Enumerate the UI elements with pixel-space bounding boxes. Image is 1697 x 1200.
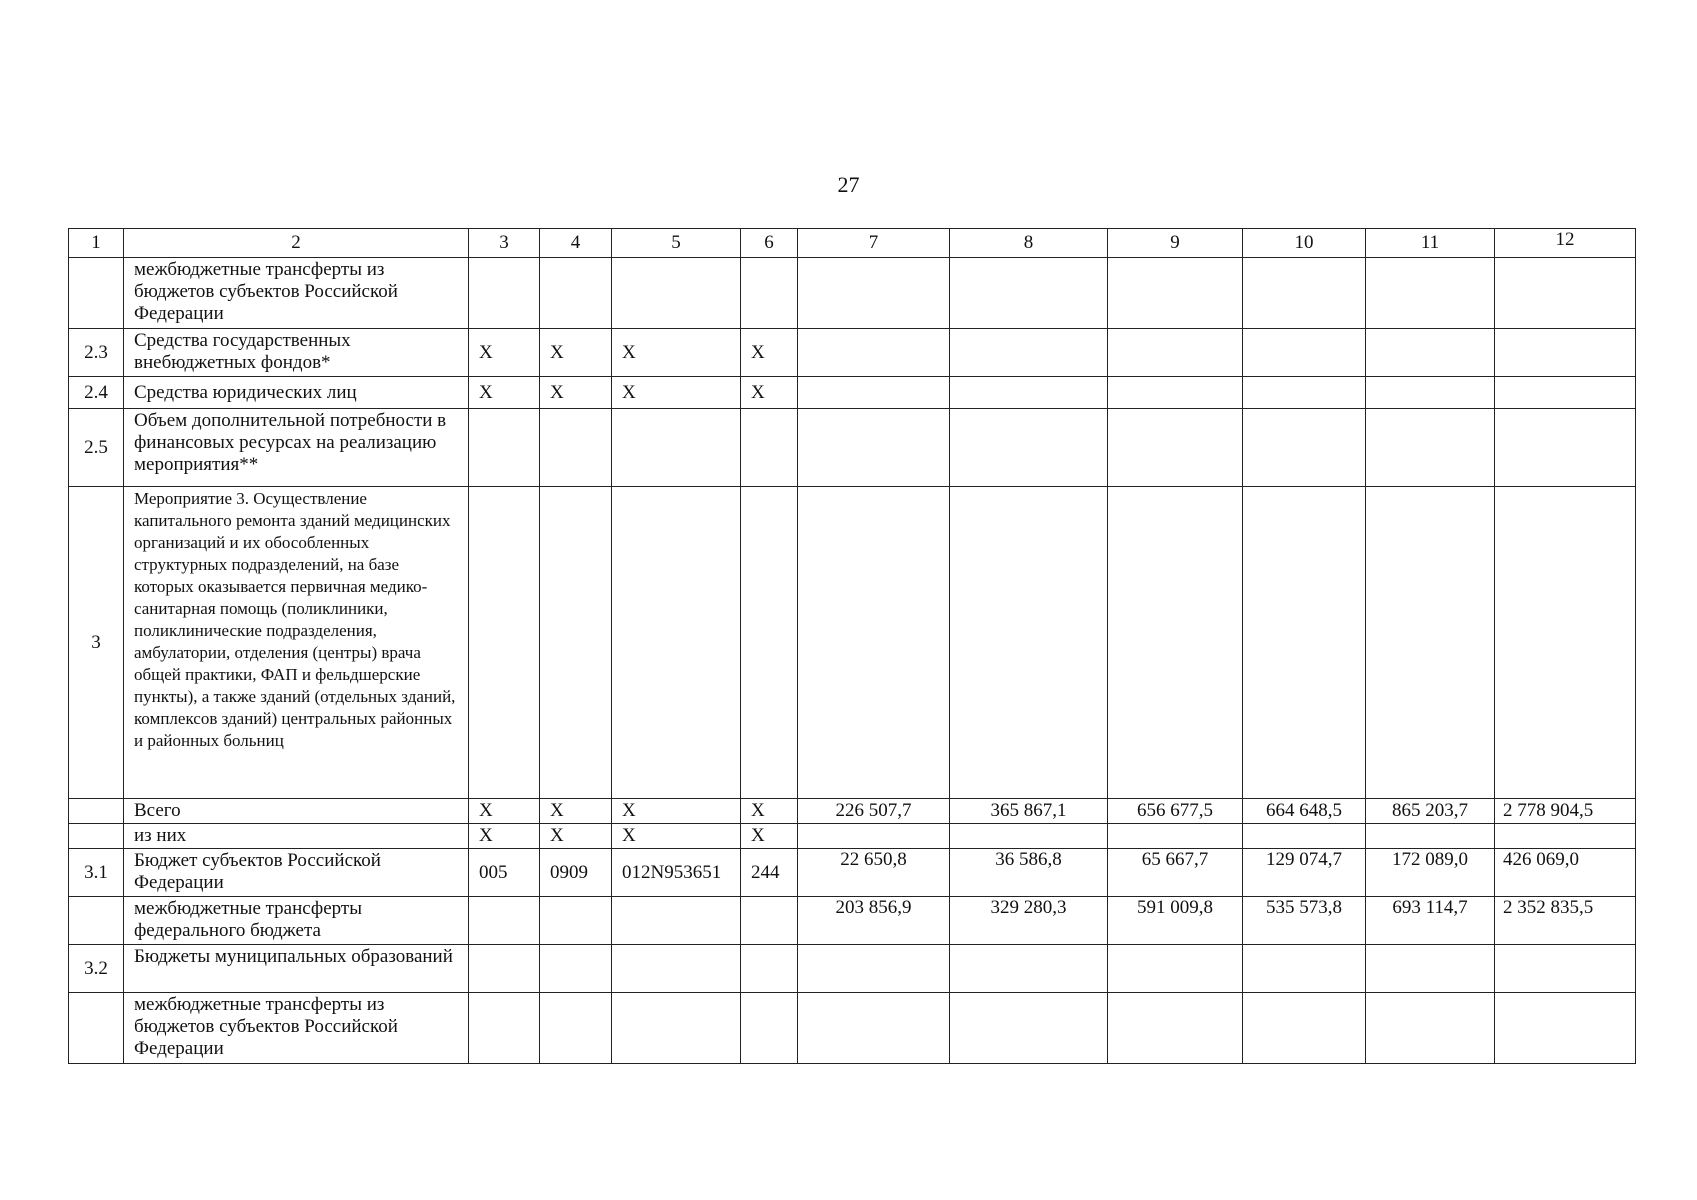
- value-cell: [1108, 487, 1243, 799]
- value-cell: [1243, 993, 1366, 1064]
- row-number: 3.2: [69, 945, 124, 993]
- value-cell: [798, 258, 950, 329]
- value-cell: 426 069,0: [1495, 849, 1636, 897]
- value-cell: [1495, 824, 1636, 849]
- row-number: [69, 993, 124, 1064]
- kbk-ministry: X: [469, 377, 540, 409]
- header-cell: 12: [1495, 229, 1636, 258]
- row-number: 2.4: [69, 377, 124, 409]
- value-cell: 2 778 904,5: [1495, 799, 1636, 824]
- value-cell: [1108, 258, 1243, 329]
- kbk-ministry: 005: [469, 849, 540, 897]
- kbk-section: X: [540, 824, 612, 849]
- value-cell: 36 586,8: [950, 849, 1108, 897]
- page-number: 27: [837, 172, 860, 197]
- value-cell: [1243, 409, 1366, 487]
- value-cell: [1366, 824, 1495, 849]
- kbk-expense-type: 244: [741, 849, 798, 897]
- row-description: Средства государственных внебюджетных фондов*: [124, 329, 469, 377]
- kbk-target: [612, 409, 741, 487]
- kbk-section: [540, 487, 612, 799]
- kbk-section: [540, 258, 612, 329]
- kbk-section: [540, 993, 612, 1064]
- value-cell: [1495, 945, 1636, 993]
- value-cell: 226 507,7: [798, 799, 950, 824]
- kbk-expense-type: [741, 945, 798, 993]
- row-description: Средства юридических лиц: [124, 377, 469, 409]
- value-cell: [798, 993, 950, 1064]
- value-cell: [1243, 824, 1366, 849]
- value-cell: [950, 824, 1108, 849]
- row-number: [69, 258, 124, 329]
- value-cell: [1495, 993, 1636, 1064]
- value-cell: [1366, 258, 1495, 329]
- value-cell: 365 867,1: [950, 799, 1108, 824]
- value-cell: 22 650,8: [798, 849, 950, 897]
- value-cell: [1243, 377, 1366, 409]
- kbk-expense-type: X: [741, 824, 798, 849]
- header-cell: 10: [1243, 229, 1366, 258]
- value-cell: 693 114,7: [1366, 897, 1495, 945]
- row-number: [69, 897, 124, 945]
- value-cell: 535 573,8: [1243, 897, 1366, 945]
- row-number: 3: [69, 487, 124, 799]
- value-cell: [1366, 409, 1495, 487]
- row-number: 2.3: [69, 329, 124, 377]
- value-cell: [798, 824, 950, 849]
- kbk-ministry: [469, 409, 540, 487]
- value-cell: [1366, 945, 1495, 993]
- row-description: Бюджеты муниципальных образований: [124, 945, 469, 993]
- value-cell: [798, 377, 950, 409]
- value-cell: [1243, 329, 1366, 377]
- header-cell: 4: [540, 229, 612, 258]
- kbk-expense-type: [741, 897, 798, 945]
- kbk-expense-type: X: [741, 377, 798, 409]
- value-cell: [950, 409, 1108, 487]
- row-description: Объем дополнительной потребности в финансовых ресурсах на реализацию мероприятия**: [124, 409, 469, 487]
- kbk-section: X: [540, 799, 612, 824]
- row-number: 3.1: [69, 849, 124, 897]
- value-cell: 664 648,5: [1243, 799, 1366, 824]
- value-cell: 329 280,3: [950, 897, 1108, 945]
- row-description: межбюджетные трансферты из бюджетов субъектов Российской Федерации: [124, 993, 469, 1064]
- value-cell: [798, 945, 950, 993]
- kbk-target: X: [612, 329, 741, 377]
- header-cell: 9: [1108, 229, 1243, 258]
- value-cell: [1108, 377, 1243, 409]
- table-row: [69, 409, 1636, 487]
- value-cell: 172 089,0: [1366, 849, 1495, 897]
- table-row: [69, 824, 1636, 849]
- kbk-ministry: [469, 897, 540, 945]
- value-cell: [950, 258, 1108, 329]
- kbk-expense-type: [741, 993, 798, 1064]
- table-row: [69, 799, 1636, 824]
- header-cell: 3: [469, 229, 540, 258]
- row-number: [69, 799, 124, 824]
- row-description: из них: [124, 824, 469, 849]
- header-cell: 7: [798, 229, 950, 258]
- value-cell: [1108, 329, 1243, 377]
- kbk-target: X: [612, 377, 741, 409]
- table-row: [69, 377, 1636, 409]
- value-cell: [798, 487, 950, 799]
- row-description: Бюджет субъектов Российской Федерации: [124, 849, 469, 897]
- table-row: [69, 897, 1636, 945]
- row-description: Всего: [124, 799, 469, 824]
- value-cell: [950, 945, 1108, 993]
- header-cell: 6: [741, 229, 798, 258]
- header-cell: 8: [950, 229, 1108, 258]
- value-cell: 656 677,5: [1108, 799, 1243, 824]
- value-cell: 65 667,7: [1108, 849, 1243, 897]
- value-cell: [1495, 258, 1636, 329]
- kbk-expense-type: X: [741, 799, 798, 824]
- kbk-ministry: [469, 258, 540, 329]
- table-row: [69, 329, 1636, 377]
- value-cell: 129 074,7: [1243, 849, 1366, 897]
- kbk-target: [612, 897, 741, 945]
- value-cell: [798, 329, 950, 377]
- value-cell: [1243, 945, 1366, 993]
- kbk-ministry: X: [469, 329, 540, 377]
- row-description: межбюджетные трансферты из бюджетов субъектов Российской Федерации: [124, 258, 469, 329]
- value-cell: [950, 377, 1108, 409]
- kbk-ministry: X: [469, 824, 540, 849]
- value-cell: [1366, 487, 1495, 799]
- kbk-expense-type: [741, 487, 798, 799]
- kbk-expense-type: [741, 258, 798, 329]
- table-row: [69, 945, 1636, 993]
- kbk-target: [612, 487, 741, 799]
- row-description: Мероприятие 3. Осуществление капитального ремонта зданий медицинских организаций и их обособленных структурных подразделений, на базе которых оказывается первичная медико-санитарная помощь (поликлиники, поликлинические подразделения, амбулатории, отделения (центры) врача общей практики, ФАП и фельдшерские пункты), а также зданий (отдельных зданий, комплексов зданий) центральных районных и районных больниц: [124, 487, 469, 799]
- kbk-section: X: [540, 329, 612, 377]
- value-cell: [1495, 377, 1636, 409]
- kbk-expense-type: X: [741, 329, 798, 377]
- kbk-ministry: [469, 945, 540, 993]
- kbk-target: [612, 945, 741, 993]
- value-cell: 865 203,7: [1366, 799, 1495, 824]
- value-cell: [950, 487, 1108, 799]
- row-number: 2.5: [69, 409, 124, 487]
- kbk-target: X: [612, 799, 741, 824]
- kbk-ministry: X: [469, 799, 540, 824]
- value-cell: [1495, 409, 1636, 487]
- value-cell: [1495, 487, 1636, 799]
- kbk-target: 012N953651: [612, 849, 741, 897]
- value-cell: [950, 329, 1108, 377]
- value-cell: [950, 993, 1108, 1064]
- kbk-target: [612, 993, 741, 1064]
- value-cell: [1108, 993, 1243, 1064]
- value-cell: [1366, 377, 1495, 409]
- header-row: [69, 229, 1636, 258]
- kbk-target: [612, 258, 741, 329]
- value-cell: 2 352 835,5: [1495, 897, 1636, 945]
- value-cell: [1366, 329, 1495, 377]
- kbk-section: [540, 945, 612, 993]
- kbk-ministry: [469, 993, 540, 1064]
- kbk-target: X: [612, 824, 741, 849]
- header-cell: 11: [1366, 229, 1495, 258]
- value-cell: 203 856,9: [798, 897, 950, 945]
- row-description: межбюджетные трансферты федерального бюджета: [124, 897, 469, 945]
- kbk-section: [540, 409, 612, 487]
- header-cell: 5: [612, 229, 741, 258]
- value-cell: [798, 409, 950, 487]
- kbk-section: 0909: [540, 849, 612, 897]
- kbk-expense-type: [741, 409, 798, 487]
- table-row: [69, 258, 1636, 329]
- kbk-section: [540, 897, 612, 945]
- header-cell: 1: [69, 229, 124, 258]
- value-cell: 591 009,8: [1108, 897, 1243, 945]
- table-row: [69, 993, 1636, 1064]
- kbk-section: X: [540, 377, 612, 409]
- value-cell: [1243, 487, 1366, 799]
- value-cell: [1108, 945, 1243, 993]
- value-cell: [1108, 409, 1243, 487]
- value-cell: [1243, 258, 1366, 329]
- value-cell: [1108, 824, 1243, 849]
- budget-table: [68, 228, 1636, 1064]
- value-cell: [1366, 993, 1495, 1064]
- header-cell: 2: [124, 229, 469, 258]
- kbk-ministry: [469, 487, 540, 799]
- table-row: [69, 487, 1636, 799]
- row-number: [69, 824, 124, 849]
- value-cell: [1495, 329, 1636, 377]
- table-row: [69, 849, 1636, 897]
